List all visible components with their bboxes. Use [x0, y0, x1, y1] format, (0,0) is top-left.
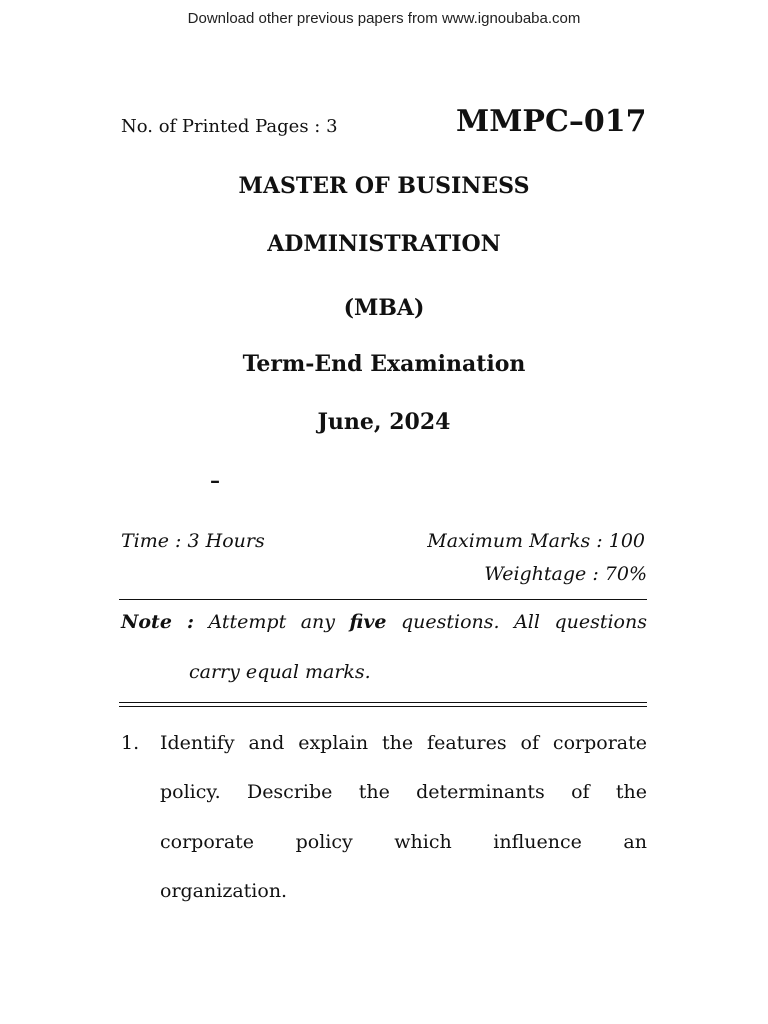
printed-pages-count: No. of Printed Pages : 3 — [121, 116, 338, 137]
dash-mark: – — [210, 468, 220, 492]
divider-double-bottom — [119, 706, 647, 707]
exam-title: Term-End Examination — [242, 351, 526, 377]
title-line-1: MASTER OF BUSINESS — [238, 173, 530, 199]
weightage: Weightage : 70% — [484, 563, 647, 585]
question-text-line: organization. — [160, 880, 288, 902]
note-word-emphasis: five — [349, 611, 387, 633]
note-word: All — [514, 611, 540, 633]
divider-single — [119, 599, 647, 600]
course-code: MMPC–017 — [456, 104, 647, 139]
note-label: Note : — [121, 611, 194, 633]
note-line-2: carry equal marks. — [189, 661, 371, 683]
divider-double-top — [119, 702, 647, 703]
question-text-line: policy. Describe the determinants of the — [160, 781, 647, 803]
max-marks: Maximum Marks : 100 — [427, 530, 645, 552]
question-text-line: Identify and explain the features of corporate — [160, 732, 647, 754]
question-text-line: corporate policy which influence an — [160, 831, 647, 853]
note-word: questions — [554, 611, 647, 633]
note-word: any — [300, 611, 336, 633]
question-number: 1. — [121, 732, 140, 754]
exam-time: Time : 3 Hours — [121, 530, 265, 552]
note-word: questions. — [400, 611, 500, 633]
download-banner: Download other previous papers from www.ignoubaba.com — [187, 10, 581, 27]
note-word: Attempt — [208, 611, 287, 633]
exam-session: June, 2024 — [317, 409, 451, 435]
title-program-abbrev: (MBA) — [343, 295, 425, 321]
title-line-2: ADMINISTRATION — [267, 231, 501, 257]
note-line-1 — [121, 611, 647, 633]
